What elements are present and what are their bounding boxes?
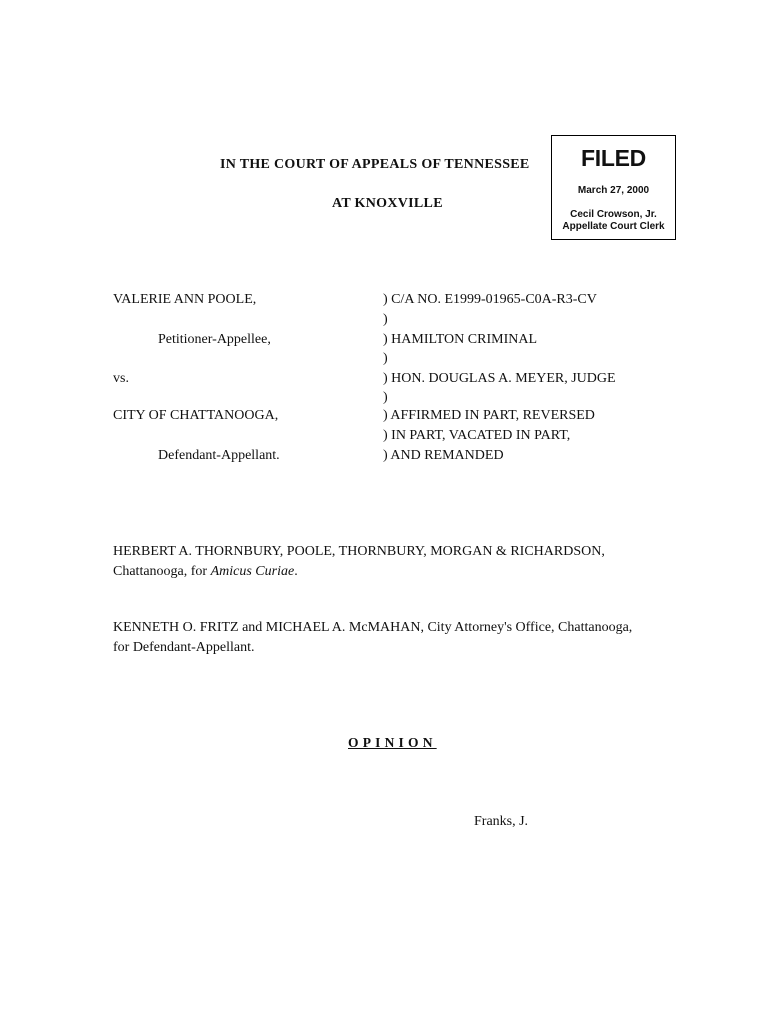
appellee-name: VALERIE ANN POOLE, [113,292,257,307]
trial-court-line: ) HAMILTON CRIMINAL [383,332,537,347]
amicus-end: . [294,563,298,579]
opinion-author: Franks, J. [474,814,529,829]
clerk-title: Appellate Court Clerk [562,221,665,232]
amicus-counsel-text: HERBERT A. THORNBURY, POOLE, THORNBURY, MORGAN & RICHARDSON, Chattanooga, for [113,544,605,579]
appellant-name: CITY OF CHATTANOOGA, [113,408,279,423]
filed-stamp-date: March 27, 2000 [577,185,650,196]
caption-separator: ) [383,312,388,327]
opinion-heading: OPINION [348,735,437,750]
clerk-name: Cecil Crowson, Jr. [570,209,657,220]
disposition-line-3: ) AND REMANDED [383,448,504,463]
amicus-counsel [113,542,643,581]
caption-separator: ) [383,351,388,366]
court-name: IN THE COURT OF APPEALS OF TENNESSEE [220,157,530,172]
appellant-role: Defendant-Appellant. [158,448,280,463]
defendant-counsel: KENNETH O. FRITZ and MICHAEL A. McMAHAN, City Attorney's Office, Chattanooga, for Defendant-Appellant. [113,620,633,655]
court-location: AT KNOXVILLE [332,196,443,211]
case-number-line: ) C/A NO. E1999-01965-C0A-R3-CV [383,292,597,307]
caption-separator: ) [383,390,388,405]
versus-label: vs. [113,371,129,386]
judge-line: ) HON. DOUGLAS A. MEYER, JUDGE [383,371,616,386]
filed-stamp-clerk [552,209,675,233]
amicus-role: Amicus Curiae [210,563,295,579]
appellee-role: Petitioner-Appellee, [158,332,271,347]
disposition-line-1: ) AFFIRMED IN PART, REVERSED [383,408,595,423]
filed-stamp [551,135,676,240]
disposition-line-2: ) IN PART, VACATED IN PART, [383,428,571,443]
filed-stamp-title: FILED [581,145,646,171]
